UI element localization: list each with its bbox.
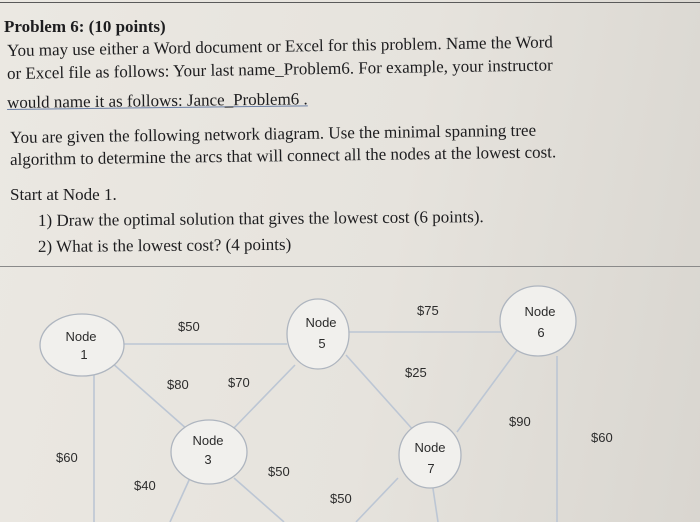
arc-1-3 (111, 362, 188, 430)
problem-line-3: Start at Node 1. (10, 185, 117, 204)
node-7-circle (399, 422, 461, 488)
node-7-label: Node (414, 440, 446, 455)
instruction-line-3: would name it as follows: Jance_Problem6 . (6, 89, 308, 112)
arc-3-down-left (170, 478, 190, 522)
node-6-label: Node (524, 304, 556, 319)
node-1-label: Node (65, 329, 97, 344)
node-6-number: 6 (537, 325, 545, 340)
node-5-number: 5 (318, 336, 326, 351)
arc-7-down-left (356, 478, 398, 522)
arc-3-down-right (234, 478, 284, 522)
problem-title: Problem 6: (10 points) (4, 17, 166, 36)
cost-5-3: $70 (228, 375, 250, 390)
cost-1-5: $50 (178, 319, 200, 334)
cost-3-down-left: $40 (134, 478, 156, 493)
problem-line-1: You are given the following network diagram. Use the minimal spanning tree (9, 120, 537, 147)
cost-5-6: $75 (417, 303, 439, 318)
node-5-label: Node (305, 315, 337, 330)
cost-1-down: $60 (56, 450, 78, 465)
node-1-circle (40, 314, 124, 376)
node-6-circle (500, 286, 576, 356)
node-3-label: Node (192, 433, 224, 448)
question-1: 1) Draw the optimal solution that gives the lowest cost (6 points). (37, 207, 484, 230)
cost-7-down-left: $50 (330, 491, 352, 506)
node-7-number: 7 (427, 461, 435, 476)
instruction-line-2: or Excel file as follows: Your last name_Problem6. For example, your instructor (6, 55, 553, 83)
node-1-number: 1 (80, 347, 88, 362)
cost-6-down: $60 (591, 430, 613, 445)
problem-line-2: algorithm to determine the arcs that will connect all the nodes at the lowest cost. (9, 142, 557, 169)
cost-6-7: $90 (509, 414, 531, 429)
cost-3-down-right: $50 (268, 464, 290, 479)
node-5-circle (287, 299, 349, 369)
instruction-line-1: You may use either a Word document or Excel for this problem. Name the Word (6, 32, 553, 60)
cost-1-3: $80 (167, 377, 189, 392)
question-2: 2) What is the lowest cost? (4 points) (37, 234, 292, 256)
cost-5-7: $25 (405, 365, 427, 380)
node-3-number: 3 (204, 452, 212, 467)
